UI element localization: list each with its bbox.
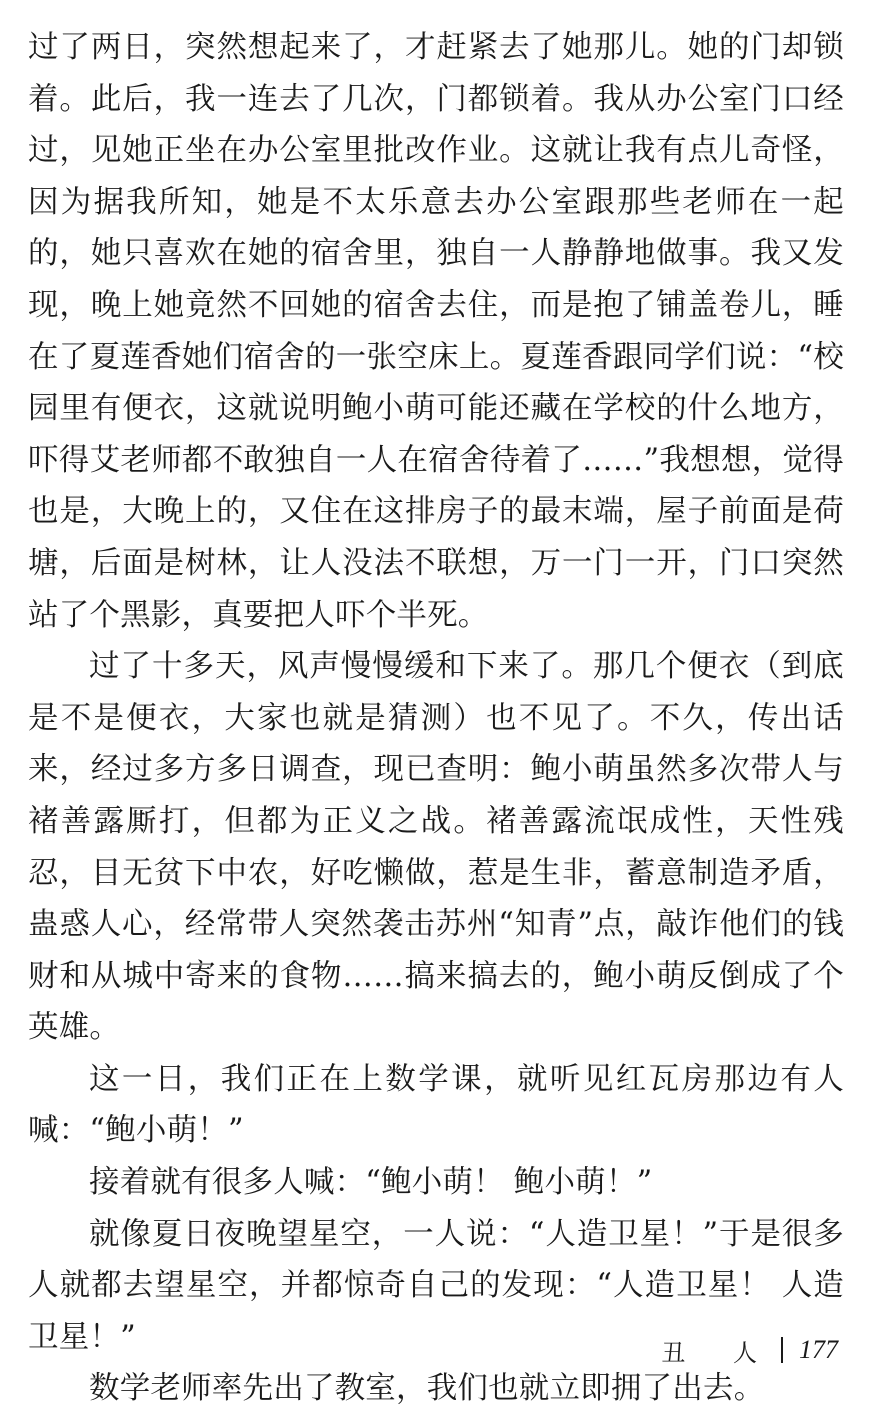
- page-body: [28, 22, 844, 1415]
- paragraph-4: 接着就有很多人喊：“鲍小萌！ 鲍小萌！”: [89, 1165, 653, 1201]
- paragraph-6: 数学老师率先出了教室，我们也就立即拥了出去。: [89, 1371, 765, 1407]
- paragraph-3: 这一日，我们正在上数学课，就听见红瓦房那边有人喊：“鲍小萌！”: [28, 1061, 844, 1149]
- running-title: 丑 人: [661, 1338, 777, 1367]
- page-number: 177: [799, 1335, 838, 1364]
- page-footer: [661, 1330, 838, 1370]
- footer-divider: [781, 1337, 783, 1363]
- paragraph-5: 就像夏日夜晚望星空，一人说：“人造卫星！”于是很多人就都去望星空，并都惊奇自己的发现：“人造卫星！ 人造卫星！”: [28, 1216, 844, 1355]
- paragraph-2: 过了十多天，风声慢慢缓和下来了。那几个便衣（到底是不是便衣，大家也就是猜测）也不见了。不久，传出话来，经过多方多日调查，现已查明：鲍小萌虽然多次带人与褚善露厮打，但都为正义之战。褚善露流氓成性，天性残忍，目无贫下中农，好吃懒做，惹是生非，蓄意制造矛盾，蛊惑人心，经常带人突然袭击苏州“知青”点，敲诈他们的钱财和从城中寄来的食物……搞来搞去的，鲍小萌反倒成了个英雄。: [28, 649, 844, 1046]
- paragraph-1: 过了两日，突然想起来了，才赶紧去了她那儿。她的门却锁着。此后，我一连去了几次，门都锁着。我从办公室门口经过，见她正坐在办公室里批改作业。这就让我有点儿奇怪，因为据我所知，她是不太乐意去办公室跟那些老师在一起的，她只喜欢在她的宿舍里，独自一人静静地做事。我又发现，晚上她竟然不回她的宿舍去住，而是抱了铺盖卷儿，睡在了夏莲香她们宿舍的一张空床上。夏莲香跟同学们说：“校园里有便衣，这就说明鲍小萌可能还藏在学校的什么地方，吓得艾老师都不敢独自一人在宿舍待着了……”我想想，觉得也是，大晚上的，又住在这排房子的最末端，屋子前面是荷塘，后面是树林，让人没法不联想，万一门一开，门口突然站了个黑影，真要把人吓个半死。: [28, 30, 844, 633]
